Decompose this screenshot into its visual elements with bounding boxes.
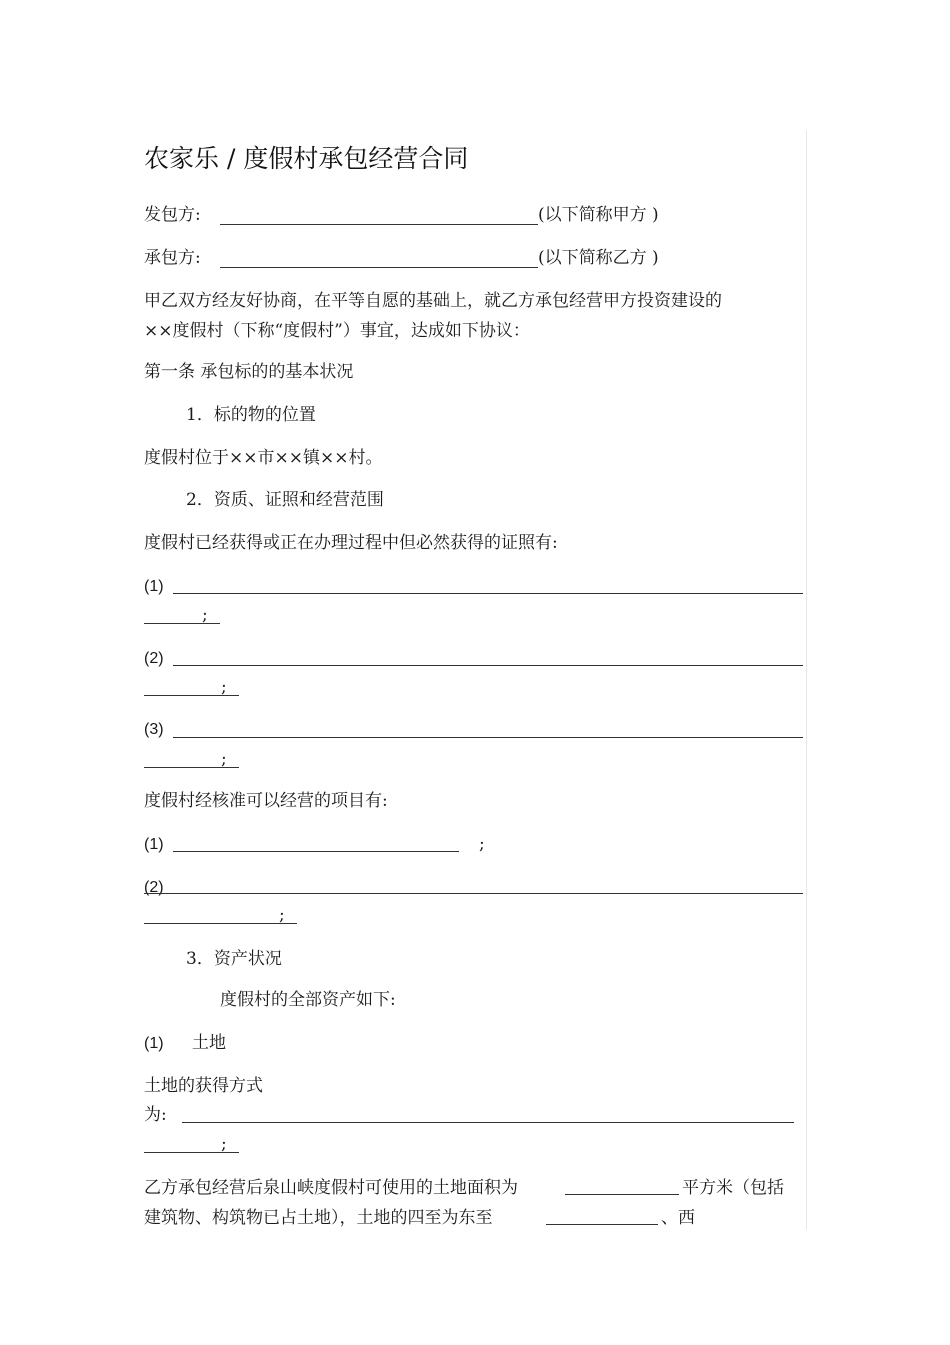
party-a-label: 发包方: [144,205,201,225]
section-3-heading: 3．资产状况 [186,949,282,969]
land-east-blank[interactable] [546,1224,658,1225]
license-1-number: (1) [144,578,164,595]
project-1-end: ; [479,834,485,854]
land-area-text-1: 乙方承包经营后泉山峡度假村可使用的土地面积为 [144,1178,518,1198]
section-1-text: 度假村位于××市××镇××村。 [144,448,383,468]
section-2-heading: 2．资质、证照和经营范围 [186,490,384,510]
assets-intro: 度假村的全部资产如下: [220,990,396,1010]
land-method-line-2: 为: [144,1105,167,1125]
license-2-number: (2) [144,650,164,667]
license-3-number: (3) [144,721,164,738]
land-method-end: ; [221,1134,227,1154]
land-method-line-1: 土地的获得方式 [144,1076,263,1096]
project-2-blank-cont[interactable] [144,923,297,924]
party-b-label: 承包方: [144,248,201,268]
license-2-blank[interactable] [173,665,803,666]
project-2-end: ; [279,905,285,925]
land-method-blank[interactable] [182,1122,794,1123]
projects-intro: 度假村经核准可以经营的项目有: [144,791,388,811]
land-number: (1) [144,1035,164,1052]
party-a-suffix: (以下简称甲方 ) [538,205,659,225]
land-label: 土地 [192,1033,226,1053]
page-title: 农家乐 / 度假村承包经营合同 [144,144,469,173]
license-1-blank-cont[interactable] [144,623,220,624]
license-1-blank[interactable] [173,593,803,594]
project-1-number: (1) [144,836,164,853]
license-2-end: ; [221,677,227,697]
party-b-blank[interactable] [220,267,538,268]
license-3-blank[interactable] [173,737,803,738]
article-1-heading: 第一条 承包标的的基本状况 [144,362,354,382]
land-area-unit: 平方米（包括 [682,1178,784,1198]
license-3-end: ; [221,749,227,769]
project-2-blank[interactable] [144,893,803,894]
land-area-blank[interactable] [565,1194,679,1195]
intro-line-1: 甲乙双方经友好协商，在平等自愿的基础上，就乙方承包经营甲方投资建设的 [144,291,722,311]
project-1-blank[interactable] [173,851,459,852]
land-west-label: 、西 [661,1208,695,1228]
party-b-suffix: (以下简称乙方 ) [538,248,659,268]
land-bounds-text: 建筑物、构筑物已占土地），土地的四至为东至 [144,1208,493,1228]
project-2-number: (2) [144,879,164,896]
party-a-blank[interactable] [220,224,538,225]
section-1-heading: 1．标的物的位置 [186,405,316,425]
licenses-intro: 度假村已经获得或正在办理过程中但必然获得的证照有: [144,533,558,553]
intro-line-2: ××度假村（下称“度假村”）事宜，达成如下协议： [144,321,530,341]
license-1-end: ; [202,605,208,625]
page-edge [806,130,807,1230]
